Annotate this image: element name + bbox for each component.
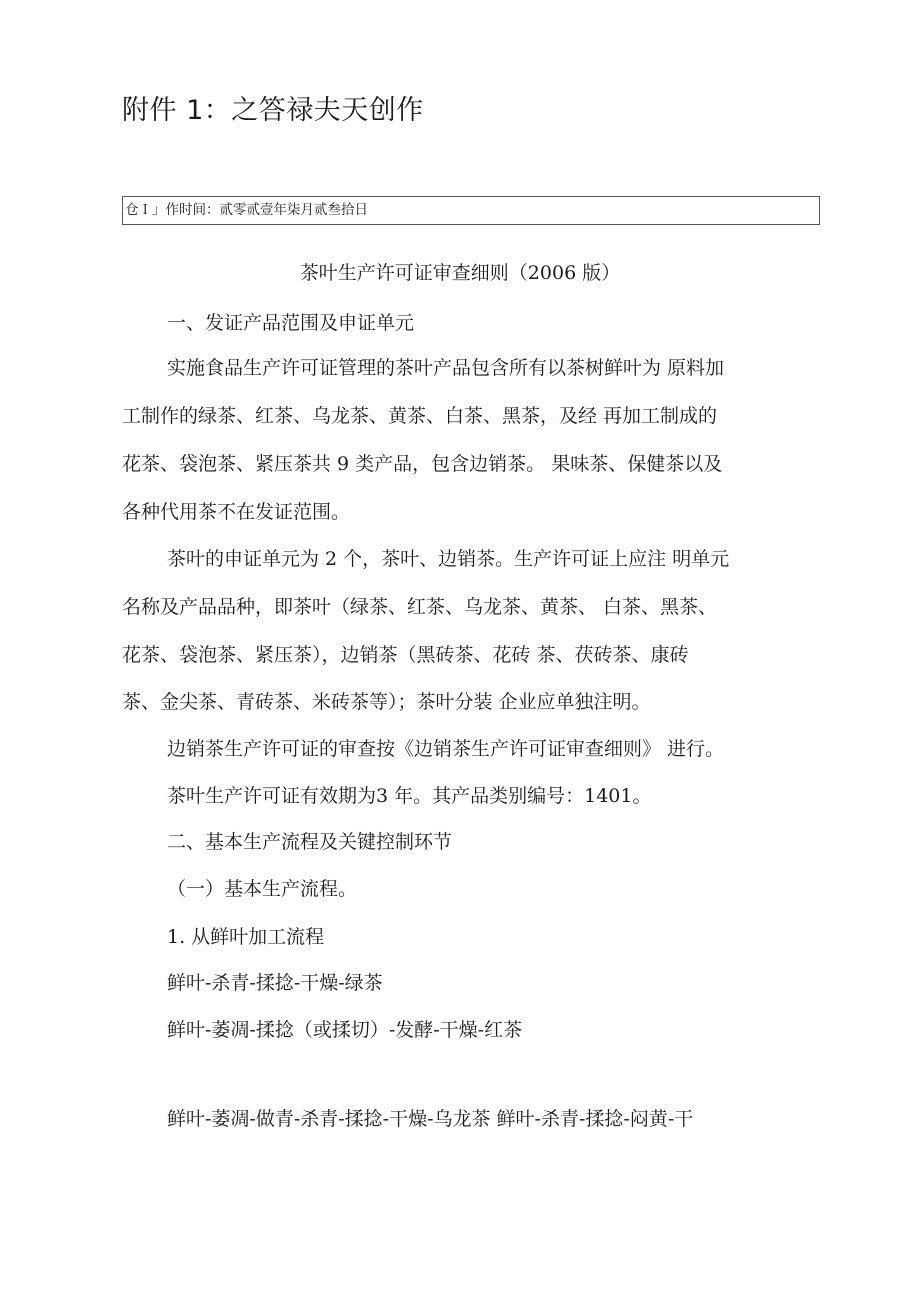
document-title: 茶叶生产许可证审查细则（2006 版） xyxy=(299,262,621,284)
process-flow-line: 鲜叶-萎凋-揉捻（或揉切）-发酵-干燥-红茶 xyxy=(167,1019,523,1041)
paragraph-line: 花茶、袋泡茶、紧压茶共 9 类产品，包含边销茶。 果味茶、保健茶以及 xyxy=(122,453,723,475)
creation-time-box: 仓Ｉ」作时间：贰零贰壹年柒月贰叁拾日 xyxy=(122,196,820,225)
section-heading-2: 二、基本生产流程及关键控制环节 xyxy=(167,831,453,853)
paragraph-line: 工制作的绿茶、红茶、乌龙茶、黄茶、白茶、黑茶，及经 再加工制成的 xyxy=(122,405,718,427)
paragraph-line: 茶、金尖茶、青砖茶、米砖茶等）；茶叶分装 企业应单独注明。 xyxy=(122,691,651,713)
section-heading-1: 一、发证产品范围及申证单元 xyxy=(167,312,415,334)
list-heading: 1. 从鲜叶加工流程 xyxy=(167,926,325,948)
paragraph-line: 花茶、袋泡茶、紧压茶），边销茶（黑砖茶、花砖 茶、茯砖茶、康砖 xyxy=(122,644,689,666)
subsection-heading: （一）基本生产流程。 xyxy=(167,878,358,900)
paragraph-line: 名称及产品品种，即茶叶（绿茶、红茶、乌龙茶、黄茶、 白茶、黑茶、 xyxy=(122,596,718,618)
process-flow-line: 鲜叶-萎凋-做青-杀青-揉捻-干燥-乌龙茶 鲜叶-杀青-揉捻-闷黄-干 xyxy=(167,1108,694,1130)
paragraph-line: 茶叶的申证单元为 2 个，茶叶、边销茶。生产许可证上应注 明单元 xyxy=(167,548,730,570)
paragraph-line: 实施食品生产许可证管理的茶叶产品包含所有以茶树鲜叶为 原料加 xyxy=(167,357,725,379)
paragraph-line: 各种代用茶不在发证范围。 xyxy=(122,501,351,523)
process-flow-line: 鲜叶-杀青-揉捻-干燥-绿茶 xyxy=(167,972,383,994)
paragraph-line: 茶叶生产许可证有效期为3 年。其产品类别编号：1401。 xyxy=(167,785,652,807)
paragraph-line: 边销茶生产许可证的审查按《边销茶生产许可证审查细则》 进行。 xyxy=(167,738,725,760)
attachment-title: 附件 1：之答禄夫天创作 xyxy=(122,95,424,126)
